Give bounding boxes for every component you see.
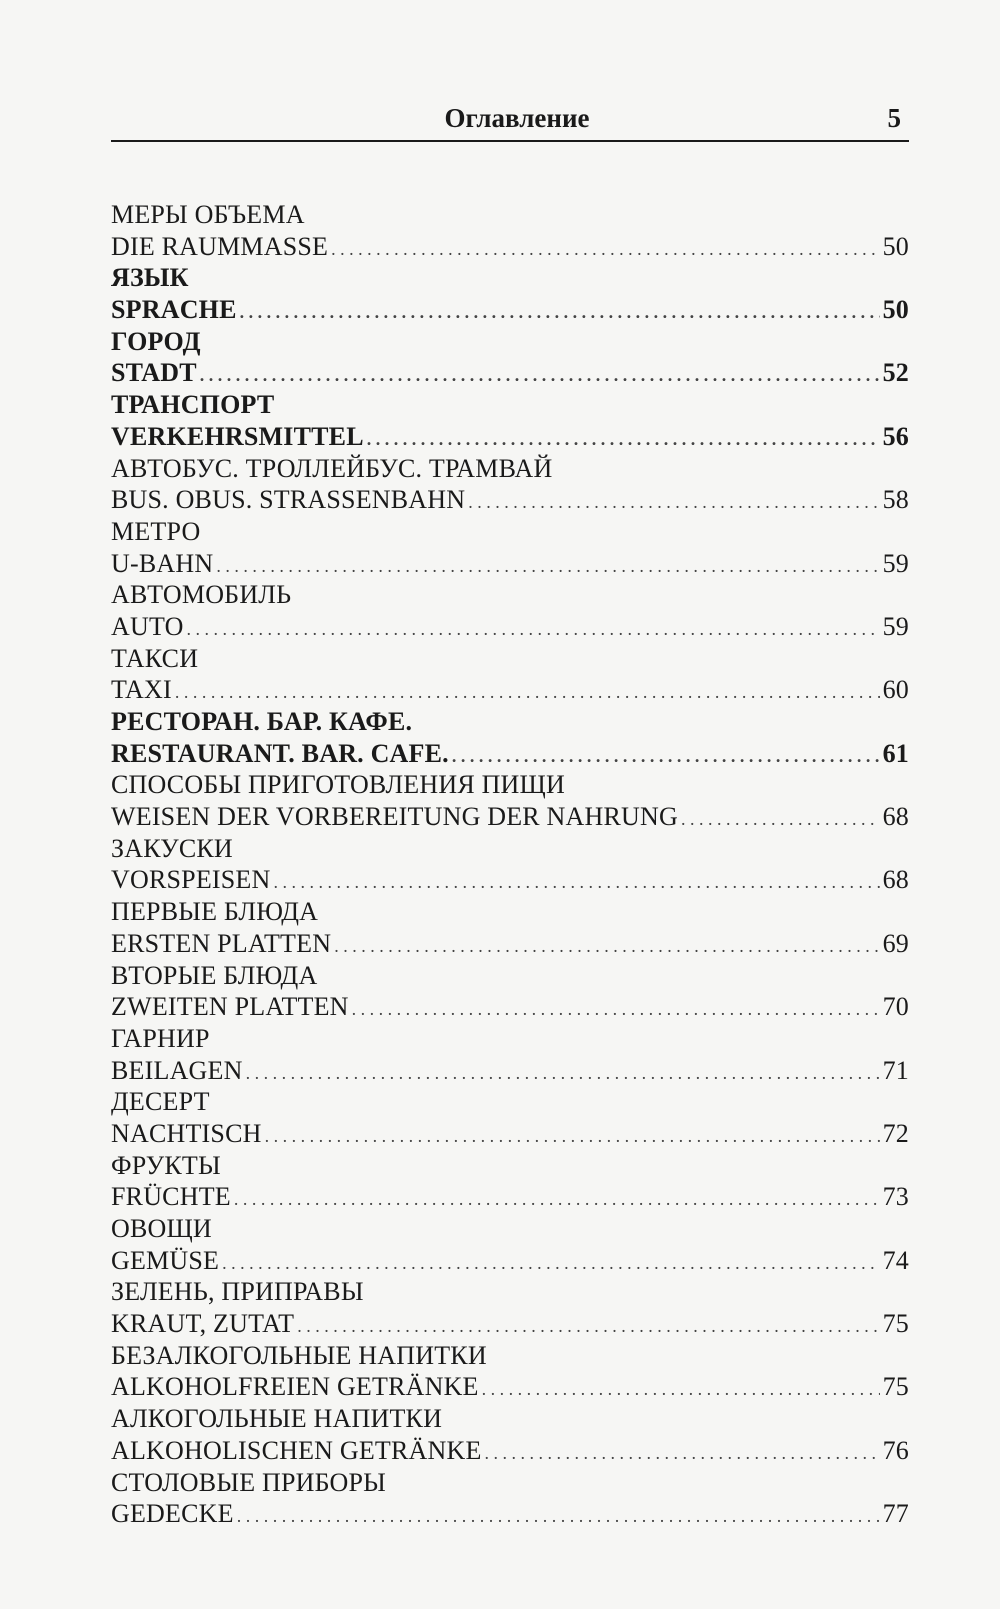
toc-entry-german-line bbox=[111, 1371, 909, 1403]
dot-leader bbox=[222, 1248, 879, 1280]
toc-entry-page-number: 59 bbox=[882, 611, 909, 641]
toc-entry-german-title: WEISEN DER VORBEREITUNG DER NAHRUNG bbox=[111, 802, 678, 832]
toc-entry-russian-title: МЕРЫ ОБЪЕМА bbox=[111, 200, 305, 229]
dot-leader bbox=[216, 551, 879, 583]
toc-entry-german-line bbox=[111, 738, 909, 770]
toc-entry-russian-title: ВТОРЫЕ БЛЮДА bbox=[111, 960, 318, 990]
toc-entry-german-line bbox=[111, 1435, 909, 1467]
dot-leader bbox=[352, 994, 880, 1026]
running-header bbox=[111, 98, 909, 138]
toc-entry-page-number: 59 bbox=[882, 548, 909, 578]
toc-entry-german-title: DIE RAUMMASSE bbox=[111, 231, 329, 261]
toc-entry bbox=[111, 1467, 909, 1530]
toc-entry-german-line bbox=[111, 991, 909, 1023]
toc-entry-page-number: 61 bbox=[882, 738, 909, 768]
toc-entry-russian-title: ГАРНИР bbox=[111, 1023, 210, 1053]
dot-leader bbox=[187, 614, 880, 646]
toc-entry bbox=[111, 453, 909, 516]
toc-entry-page-number: 70 bbox=[882, 992, 909, 1022]
toc-entry-german-line bbox=[111, 1118, 909, 1150]
toc-entry-page-number: 76 bbox=[882, 1435, 909, 1465]
toc-entry-german-title: TAXI bbox=[111, 675, 172, 705]
dot-leader bbox=[265, 1121, 880, 1153]
toc-entry-german-title: AUTO bbox=[111, 611, 184, 641]
toc-entry bbox=[111, 1340, 909, 1403]
toc-entry-german-line bbox=[111, 1308, 909, 1340]
dot-leader bbox=[200, 360, 880, 392]
toc-entry-russian-title: СПОСОБЫ ПРИГОТОВЛЕНИЯ ПИЩИ bbox=[111, 770, 565, 800]
toc-entry-page-number: 75 bbox=[882, 1309, 909, 1339]
toc-entry-german-title: ERSTEN PLATTEN bbox=[111, 928, 332, 958]
toc-entry-german-title: GEMÜSE bbox=[111, 1245, 220, 1275]
toc-entry-russian-title: АЛКОГОЛЬНЫЕ НАПИТКИ bbox=[111, 1404, 443, 1434]
toc-entry-german-title: VERKEHRSMITTEL bbox=[111, 421, 364, 451]
toc-entry bbox=[111, 326, 909, 389]
toc-entry-german-line bbox=[111, 801, 909, 833]
toc-entry-russian-title: СТОЛОВЫЕ ПРИБОРЫ bbox=[111, 1467, 387, 1497]
toc-entry-german-line bbox=[111, 357, 909, 389]
toc-entry-german-title: KRAUT, ZUTAT bbox=[111, 1309, 295, 1339]
toc-entry-russian-title: ЗАКУСКИ bbox=[111, 833, 233, 863]
toc-entry-page-number: 52 bbox=[882, 358, 909, 388]
toc-entry bbox=[111, 262, 909, 325]
toc-entry bbox=[111, 389, 909, 452]
toc-entry-page-number: 58 bbox=[882, 485, 909, 515]
toc-entry-russian-title: ЯЗЫК bbox=[111, 263, 189, 293]
toc-entry-german-line bbox=[111, 484, 909, 516]
toc-entry-russian-title: ГОРОД bbox=[111, 326, 201, 356]
dot-leader bbox=[681, 804, 880, 836]
toc-entry-german-line bbox=[111, 231, 909, 263]
toc-entry-german-line bbox=[111, 674, 909, 706]
toc-entry-russian-title: ТРАНСПОРТ bbox=[111, 390, 275, 420]
toc-entry bbox=[111, 833, 909, 896]
dot-leader bbox=[468, 487, 879, 519]
toc-entry bbox=[111, 1403, 909, 1466]
toc-entry-german-line bbox=[111, 1181, 909, 1213]
dot-leader bbox=[452, 741, 880, 773]
toc-entry bbox=[111, 199, 909, 262]
toc-entry-german-title: FRÜCHTE bbox=[111, 1182, 231, 1212]
toc-entry bbox=[111, 706, 909, 769]
toc-entry-page-number: 72 bbox=[882, 1118, 909, 1148]
toc-entry-german-line bbox=[111, 1498, 909, 1530]
toc-entry-page-number: 50 bbox=[882, 231, 909, 261]
dot-leader bbox=[273, 867, 879, 899]
toc-entry-page-number: 71 bbox=[882, 1055, 909, 1085]
toc-entry bbox=[111, 1023, 909, 1086]
toc-entry-russian-title: ДЕСЕРТ bbox=[111, 1087, 210, 1117]
toc-entry-page-number: 60 bbox=[882, 675, 909, 705]
page-number: 5 bbox=[887, 103, 901, 133]
page-title: Оглавление bbox=[444, 103, 590, 133]
toc-entry-german-line bbox=[111, 421, 909, 453]
toc-entry-german-title: ALKOHOLISCHEN GETRÄNKE bbox=[111, 1435, 482, 1465]
toc-entry-russian-title: МЕТРО bbox=[111, 516, 201, 546]
header-rule bbox=[111, 140, 909, 142]
toc-entry-german-title: RESTAURANT. BAR. CAFE. bbox=[111, 738, 449, 768]
toc-entry-german-line bbox=[111, 548, 909, 580]
toc-entry-russian-title: ОВОЩИ bbox=[111, 1214, 212, 1243]
toc-entry-page-number: 75 bbox=[882, 1372, 909, 1402]
toc-entry-page-number: 69 bbox=[882, 928, 909, 958]
toc-entry-german-title: BEILAGEN bbox=[111, 1055, 243, 1085]
toc-entry-page-number: 74 bbox=[882, 1245, 909, 1275]
toc-entry-german-line bbox=[111, 864, 909, 896]
dot-leader bbox=[482, 1374, 880, 1406]
toc-entry-page-number: 68 bbox=[882, 865, 909, 895]
table-of-contents bbox=[111, 199, 909, 1530]
dot-leader bbox=[297, 1311, 879, 1343]
toc-entry-german-title: U-BAHN bbox=[111, 548, 214, 578]
dot-leader bbox=[485, 1438, 880, 1470]
toc-entry-german-title: ALKOHOLFREIEN GETRÄNKE bbox=[111, 1372, 479, 1402]
dot-leader bbox=[334, 931, 879, 963]
dot-leader bbox=[246, 1058, 880, 1090]
toc-entry-german-title: SPRACHE bbox=[111, 295, 237, 325]
dot-leader bbox=[367, 424, 880, 456]
toc-entry bbox=[111, 579, 909, 642]
toc-entry-page-number: 50 bbox=[882, 295, 909, 325]
toc-entry-russian-title: ЗЕЛЕНЬ, ПРИПРАВЫ bbox=[111, 1277, 364, 1307]
toc-entry bbox=[111, 643, 909, 706]
dot-leader bbox=[234, 1184, 880, 1216]
toc-entry-german-title: BUS. OBUS. STRASSENBAHN bbox=[111, 485, 466, 515]
toc-entry bbox=[111, 960, 909, 1023]
toc-entry-page-number: 73 bbox=[882, 1182, 909, 1212]
toc-entry-german-title: ZWEITEN PLATTEN bbox=[111, 992, 349, 1022]
toc-entry-russian-title: АВТОМОБИЛЬ bbox=[111, 580, 292, 610]
toc-entry-russian-title: ПЕРВЫЕ БЛЮДА bbox=[111, 897, 319, 927]
toc-entry bbox=[111, 1086, 909, 1149]
toc-entry-russian-title: АВТОБУС. ТРОЛЛЕЙБУС. ТРАМВАЙ bbox=[111, 453, 553, 483]
toc-entry-russian-title: РЕСТОРАН. БАР. КАФЕ. bbox=[111, 707, 413, 736]
toc-entry bbox=[111, 1150, 909, 1213]
toc-entry-german-line bbox=[111, 1055, 909, 1087]
toc-entry-page-number: 56 bbox=[882, 421, 909, 451]
toc-entry-russian-title: ТАКСИ bbox=[111, 643, 199, 673]
toc-entry-page-number: 77 bbox=[882, 1499, 909, 1529]
dot-leader bbox=[240, 297, 880, 329]
toc-entry-german-title: STADT bbox=[111, 358, 197, 388]
dot-leader bbox=[175, 677, 880, 709]
toc-entry bbox=[111, 769, 909, 832]
dot-leader bbox=[331, 234, 879, 266]
toc-entry-german-line bbox=[111, 928, 909, 960]
toc-entry-german-line bbox=[111, 1245, 909, 1277]
toc-entry bbox=[111, 896, 909, 959]
toc-entry bbox=[111, 1276, 909, 1339]
toc-entry-german-title: NACHTISCH bbox=[111, 1118, 262, 1148]
toc-entry bbox=[111, 516, 909, 579]
toc-entry-german-title: GEDECKE bbox=[111, 1499, 234, 1529]
toc-entry-russian-title: ФРУКТЫ bbox=[111, 1150, 221, 1180]
toc-entry-german-line bbox=[111, 611, 909, 643]
toc-entry bbox=[111, 1213, 909, 1276]
toc-entry-russian-title: БЕЗАЛКОГОЛЬНЫЕ НАПИТКИ bbox=[111, 1340, 487, 1370]
dot-leader bbox=[237, 1501, 880, 1533]
toc-entry-page-number: 68 bbox=[882, 802, 909, 832]
toc-entry-german-title: VORSPEISEN bbox=[111, 865, 271, 895]
toc-entry-german-line bbox=[111, 294, 909, 326]
